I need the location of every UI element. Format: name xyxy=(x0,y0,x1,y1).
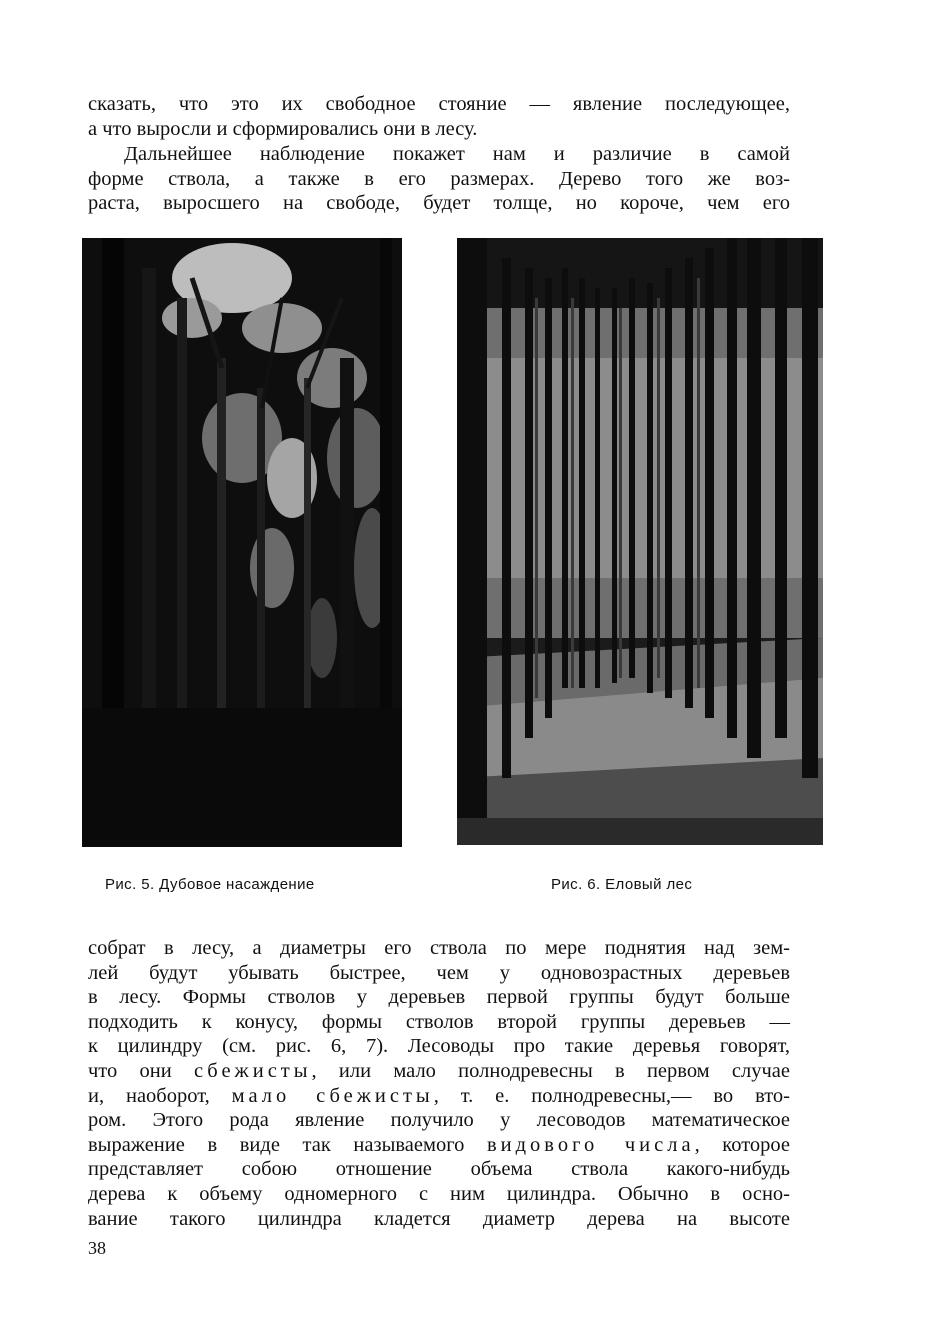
text-line: дерева к объему одномерного с ним цилиндра. Обычно в осно- xyxy=(88,1182,790,1205)
text-line: представляет собою отношение объема ствола какого-нибудь xyxy=(88,1158,790,1181)
text-line: собрат в лесу, а диаметры его ствола по мере поднятия над зем- xyxy=(88,937,790,959)
text-fragment: , которое xyxy=(694,1133,790,1156)
spaced-term: видового числа xyxy=(486,1133,695,1156)
figure-5-caption: Рис. 5. Дубовое насаждение xyxy=(105,876,315,893)
oak-forest-photo xyxy=(82,238,402,847)
text-fragment: , или мало полнодревесны в первом случае xyxy=(311,1059,790,1082)
oak-forest-image xyxy=(82,238,402,847)
spaced-term: сбежисты xyxy=(193,1059,312,1082)
text-fragment: выражение в виде так называемого xyxy=(88,1133,487,1156)
text-fragment: и, наоборот, xyxy=(88,1084,232,1107)
text-line: подходить к конусу, формы стволов второй группы деревьев — xyxy=(88,1010,790,1033)
text-line xyxy=(88,1059,790,1084)
paragraph-second xyxy=(88,142,790,216)
text-line xyxy=(88,1133,790,1158)
text-line: ром. Этого рода явление получило у лесоводов математическое xyxy=(88,1109,790,1132)
text-line: вание такого цилиндра кладется диаметр дерева на высоте xyxy=(88,1207,790,1230)
figure-6-caption: Рис. 6. Еловый лес xyxy=(551,876,693,893)
text-line: сказать, что это их свободное стояние — явление последующее, xyxy=(88,93,790,115)
spruce-forest-photo xyxy=(457,238,823,845)
text-line xyxy=(88,1084,790,1109)
spruce-forest-image xyxy=(457,238,823,845)
page-number: 38 xyxy=(88,1238,106,1258)
spaced-term: мало сбежисты xyxy=(231,1084,434,1107)
text-line: лей будут убывать быстрее, чем у одновозрастных деревьев xyxy=(88,961,790,984)
text-fragment: что они xyxy=(88,1059,194,1082)
text-fragment: , т. е. полнодревесны,— во вто- xyxy=(433,1084,791,1107)
text-line: форме ствола, а также в его размерах. Дерево того же воз- xyxy=(88,167,790,190)
text-line: в лесу. Формы стволов у деревьев первой группы будут больше xyxy=(88,986,790,1009)
text-line: Дальнейшее наблюдение покажет нам и различие в самой xyxy=(124,143,790,165)
text-line: к цилиндру (см. рис. 6, 7). Лесоводы про такие деревья говорят, xyxy=(88,1035,790,1058)
paragraph-top xyxy=(88,92,790,141)
paragraph-bottom xyxy=(88,936,790,1231)
text-line: а что выросли и сформировались они в лесу. xyxy=(88,117,478,140)
text-line: раста, выросшего на свободе, будет толще, но короче, чем его xyxy=(88,192,790,215)
